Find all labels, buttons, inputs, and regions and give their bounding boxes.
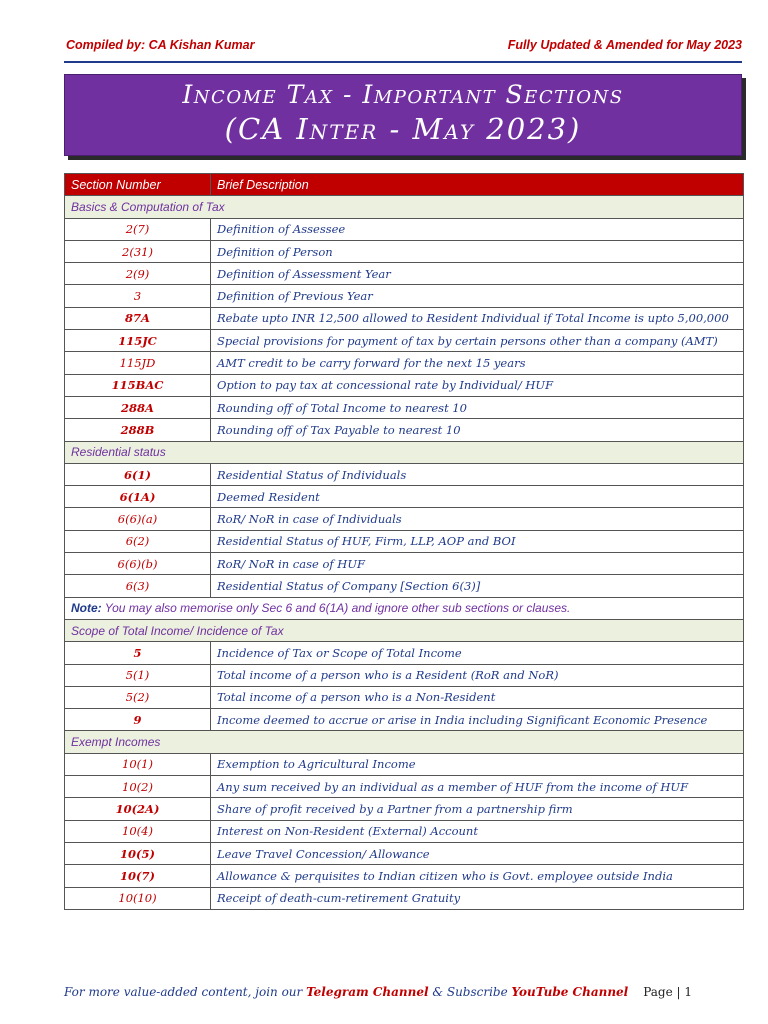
youtube-link[interactable]: YouTube Channel <box>511 985 629 999</box>
table-row <box>65 352 744 374</box>
category-label: Basics & Computation of Tax <box>65 196 744 218</box>
table-row <box>65 575 744 597</box>
section-description: Definition of Previous Year <box>211 285 744 307</box>
section-description: Rebate upto INR 12,500 allowed to Resident Individual if Total Income is upto 5,00,000 <box>211 307 744 329</box>
page-footer <box>64 985 742 999</box>
table-row <box>65 865 744 887</box>
note-row <box>65 597 744 619</box>
table-row <box>65 709 744 731</box>
section-description: Definition of Assessment Year <box>211 263 744 285</box>
table-row <box>65 508 744 530</box>
section-number: 10(10) <box>65 887 211 909</box>
table-row <box>65 553 744 575</box>
section-number: 6(1A) <box>65 486 211 508</box>
section-number: 115BAC <box>65 374 211 396</box>
section-number: 10(1) <box>65 753 211 775</box>
table-row <box>65 842 744 864</box>
table-row <box>65 530 744 552</box>
section-description: RoR/ NoR in case of Individuals <box>211 508 744 530</box>
title-line-2: (CA Inter - May 2023) <box>224 112 582 146</box>
section-number: 10(2) <box>65 776 211 798</box>
table-row <box>65 396 744 418</box>
column-header-section: Section Number <box>65 174 211 196</box>
section-description: Share of profit received by a Partner from a partnership firm <box>211 798 744 820</box>
section-number: 6(6)(a) <box>65 508 211 530</box>
section-number: 2(31) <box>65 240 211 262</box>
category-row <box>65 196 744 218</box>
category-label: Residential status <box>65 441 744 463</box>
section-description: Total income of a person who is a Non-Resident <box>211 686 744 708</box>
section-description: Residential Status of HUF, Firm, LLP, AOP and BOI <box>211 530 744 552</box>
section-number: 2(7) <box>65 218 211 240</box>
header-divider <box>64 61 742 63</box>
sections-table <box>64 173 744 910</box>
section-description: Leave Travel Concession/ Allowance <box>211 842 744 864</box>
table-row <box>65 820 744 842</box>
section-number: 2(9) <box>65 263 211 285</box>
section-number: 288B <box>65 419 211 441</box>
section-number: 6(3) <box>65 575 211 597</box>
section-description: Any sum received by an individual as a member of HUF from the income of HUF <box>211 776 744 798</box>
table-row <box>65 374 744 396</box>
table-row <box>65 240 744 262</box>
footer-mid: & Subscribe <box>428 985 512 999</box>
category-row <box>65 441 744 463</box>
table-row <box>65 798 744 820</box>
section-number: 6(1) <box>65 463 211 485</box>
table-row <box>65 419 744 441</box>
section-description: AMT credit to be carry forward for the next 15 years <box>211 352 744 374</box>
title-line-1: Income Tax - Important Sections <box>182 80 624 109</box>
table-row <box>65 686 744 708</box>
section-description: Rounding off of Total Income to nearest 10 <box>211 396 744 418</box>
section-number: 87A <box>65 307 211 329</box>
table-row <box>65 776 744 798</box>
section-number: 10(5) <box>65 842 211 864</box>
table-body <box>65 196 744 910</box>
table-row <box>65 486 744 508</box>
category-label: Exempt Incomes <box>65 731 744 753</box>
table-row <box>65 753 744 775</box>
update-note: Fully Updated & Amended for May 2023 <box>507 38 742 52</box>
section-description: Exemption to Agricultural Income <box>211 753 744 775</box>
section-description: Definition of Assessee <box>211 218 744 240</box>
table-row <box>65 285 744 307</box>
table-row <box>65 887 744 909</box>
section-description: Incidence of Tax or Scope of Total Income <box>211 642 744 664</box>
title-banner <box>64 74 742 156</box>
table-row <box>65 263 744 285</box>
category-row <box>65 619 744 641</box>
section-number: 6(2) <box>65 530 211 552</box>
page-number: Page | 1 <box>643 985 692 999</box>
telegram-link[interactable]: Telegram Channel <box>306 985 429 999</box>
note-label: Note: <box>71 601 102 616</box>
note-cell <box>65 597 744 619</box>
section-description: Deemed Resident <box>211 486 744 508</box>
compiled-by: Compiled by: CA Kishan Kumar <box>66 38 255 52</box>
section-number: 5 <box>65 642 211 664</box>
section-description: Receipt of death-cum-retirement Gratuity <box>211 887 744 909</box>
table-row <box>65 330 744 352</box>
table-row <box>65 463 744 485</box>
section-description: RoR/ NoR in case of HUF <box>211 553 744 575</box>
section-number: 6(6)(b) <box>65 553 211 575</box>
table-row <box>65 642 744 664</box>
table-row <box>65 218 744 240</box>
section-number: 3 <box>65 285 211 307</box>
section-description: Option to pay tax at concessional rate by Individual/ HUF <box>211 374 744 396</box>
section-number: 115JD <box>65 352 211 374</box>
section-description: Definition of Person <box>211 240 744 262</box>
table-header-row <box>65 174 744 196</box>
section-description: Rounding off of Tax Payable to nearest 10 <box>211 419 744 441</box>
section-number: 288A <box>65 396 211 418</box>
section-description: Residential Status of Individuals <box>211 463 744 485</box>
section-description: Income deemed to accrue or arise in India including Significant Economic Presence <box>211 709 744 731</box>
section-number: 5(2) <box>65 686 211 708</box>
section-description: Total income of a person who is a Resident (RoR and NoR) <box>211 664 744 686</box>
table-row <box>65 307 744 329</box>
table-row <box>65 664 744 686</box>
section-number: 9 <box>65 709 211 731</box>
category-row <box>65 731 744 753</box>
section-description: Residential Status of Company [Section 6(3)] <box>211 575 744 597</box>
column-header-description: Brief Description <box>211 174 744 196</box>
section-number: 115JC <box>65 330 211 352</box>
category-label: Scope of Total Income/ Incidence of Tax <box>65 619 744 641</box>
section-description: Special provisions for payment of tax by certain persons other than a company (AMT) <box>211 330 744 352</box>
note-text: You may also memorise only Sec 6 and 6(1A) and ignore other sub sections or clauses. <box>101 601 571 616</box>
section-number: 10(4) <box>65 820 211 842</box>
section-description: Allowance & perquisites to Indian citizen who is Govt. employee outside India <box>211 865 744 887</box>
section-description: Interest on Non-Resident (External) Account <box>211 820 744 842</box>
footer-lead: For more value-added content, join our <box>64 985 307 999</box>
page-header <box>66 38 742 52</box>
section-number: 10(2A) <box>65 798 211 820</box>
section-number: 5(1) <box>65 664 211 686</box>
section-number: 10(7) <box>65 865 211 887</box>
